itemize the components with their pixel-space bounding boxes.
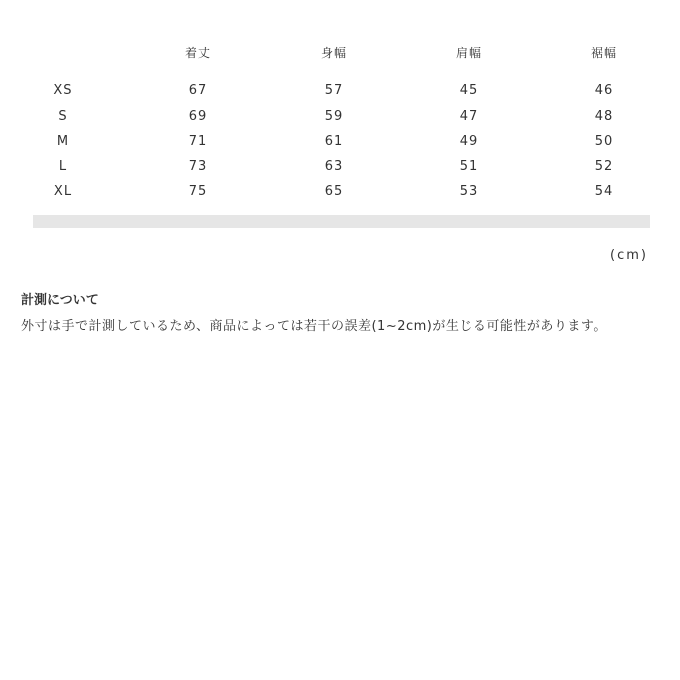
table-row	[0, 107, 680, 127]
table-cell: 63	[324, 159, 344, 174]
table-cell: 65	[324, 184, 344, 199]
measurement-note-body: 外寸は手で計測しているため、商品によっては若干の誤差(1~2cm)が生じる可能性があります。	[21, 319, 607, 334]
table-cell: 69	[188, 109, 208, 124]
table-cell: 57	[324, 83, 344, 98]
table-row	[0, 132, 680, 152]
size-label: XL	[53, 184, 73, 199]
header-cell-length: 着丈	[184, 46, 211, 60]
table-cell: 46	[594, 83, 614, 98]
table-row	[0, 81, 680, 101]
table-cell: 52	[594, 159, 614, 174]
table-row	[0, 157, 680, 177]
table-cell: 47	[459, 109, 479, 124]
size-label: XS	[53, 83, 73, 98]
header-cell-hem-width: 裾幅	[590, 46, 617, 60]
table-cell: 49	[459, 134, 479, 149]
table-header-row	[0, 43, 680, 63]
header-cell-shoulder-width: 肩幅	[455, 46, 482, 60]
table-cell: 54	[594, 184, 614, 199]
table-cell: 51	[459, 159, 479, 174]
table-cell: 73	[188, 159, 208, 174]
table-divider-bar	[33, 215, 650, 228]
size-label: M	[56, 134, 70, 149]
table-cell: 61	[324, 134, 344, 149]
size-label: S	[58, 109, 68, 124]
table-cell: 59	[324, 109, 344, 124]
size-label: L	[58, 159, 68, 174]
table-cell: 48	[594, 109, 614, 124]
table-cell: 53	[459, 184, 479, 199]
unit-label: (cm)	[610, 248, 648, 263]
table-cell: 71	[188, 134, 208, 149]
table-cell: 67	[188, 83, 208, 98]
table-cell: 45	[459, 83, 479, 98]
measurement-note-title: 計測について	[21, 293, 99, 308]
table-cell: 50	[594, 134, 614, 149]
table-row	[0, 182, 680, 202]
header-cell-body-width: 身幅	[320, 46, 347, 60]
table-cell: 75	[188, 184, 208, 199]
